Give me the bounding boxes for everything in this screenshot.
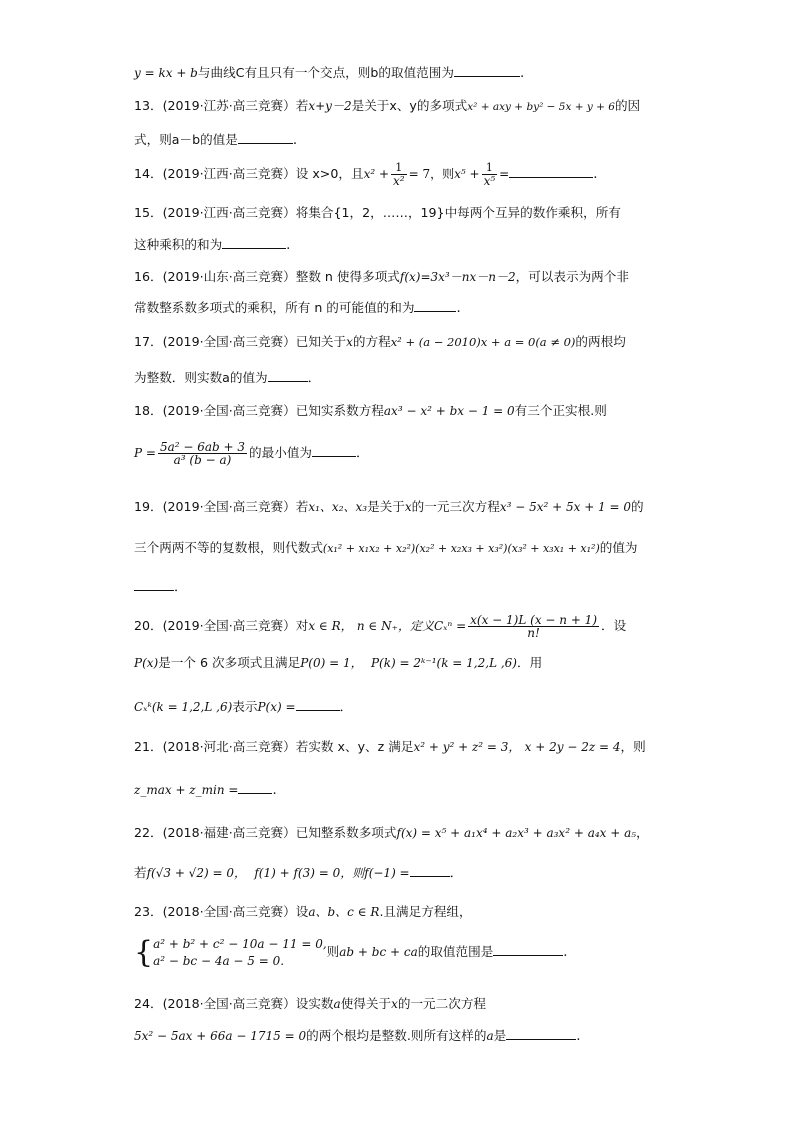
- problem-18-cont: P = $\frac{\text{5a² − 6ab + 3}}{\text{a³ (b − a)}}$ 的最小值为 ．: [134, 440, 370, 467]
- problem-16: 16．(2019·山东·高三竞赛）整数 n 使得多项式f(x)=3x³－nx－n－2，可以表示为两个非: [134, 269, 629, 284]
- problem-24-cont: 5x² − 5ax + 66a − 1715 = 0的两个根均是整数.则所有这样的a是 .: [134, 1025, 580, 1047]
- problem-18: 18．(2019·全国·高三竞赛）已知实系数方程ax³ − x² + bx − 1 = 0有三个正实根.则: [134, 403, 607, 418]
- answer-blank[interactable]: [312, 442, 356, 457]
- problem-23-system: { a² + b² + c² − 10a − 11 = 0, a² − bc − 4a − 5 = 0. 则ab + bc + ca的取值范围是 .: [134, 934, 568, 970]
- answer-blank[interactable]: [493, 941, 563, 956]
- answer-blank[interactable]: [222, 234, 286, 249]
- answer-blank[interactable]: [506, 1025, 576, 1040]
- problem-19-blank: ．: [134, 576, 187, 598]
- problem-15: 15．(2019·江西·高三竞赛）将集合{1，2，……，19}中每两个互异的数作乘积，所有: [134, 205, 621, 220]
- equation-system: a² + b² + c² − 10a − 11 = 0, a² − bc − 4a − 5 = 0.: [153, 936, 327, 968]
- answer-blank[interactable]: [296, 696, 340, 711]
- answer-blank[interactable]: [414, 297, 456, 312]
- left-brace: {: [134, 934, 154, 970]
- answer-blank[interactable]: [268, 367, 308, 382]
- problem-24: 24．(2018·全国·高三竞赛）设实数a使得关于x的一元二次方程: [134, 996, 486, 1011]
- problem-20-cont2: Cₓᵏ(k = 1,2,L ,6)表示P(x) = ．: [134, 696, 353, 718]
- answer-blank[interactable]: [509, 163, 593, 178]
- fraction: $\frac{1}{\text{x²}}$: [393, 161, 405, 188]
- answer-blank[interactable]: [454, 62, 520, 77]
- problem-13: 13．(2019·江苏·高三竞赛）若x+y－2是关于x、y的多项式x² + axy + by² − 5x + y + 6的因: [134, 98, 641, 113]
- problem-13-cont: 式，则a－b的值是 .: [134, 129, 297, 151]
- answer-blank[interactable]: [134, 576, 174, 591]
- fraction: $\frac{x(x - 1)L (x - n + 1)}{n!}$: [470, 613, 598, 640]
- problem-20: 20．(2019·全国·高三竞赛）对x ∈ R， n ∈ N₊，定义Cₓⁿ = $\frac{x(x - 1)L (x - n + 1)}{n!}$ ．设: [134, 613, 627, 640]
- problem-15-cont: 这种乘积的和为 .: [134, 234, 290, 256]
- answer-blank[interactable]: [238, 779, 272, 794]
- answer-blank[interactable]: [410, 862, 450, 877]
- problem-21-cont: z_max + z_min = .: [134, 779, 277, 801]
- answer-blank[interactable]: [238, 129, 293, 144]
- line-continuation: y = kx + b与曲线C有且只有一个交点，则b的取值范围为 .: [134, 62, 524, 84]
- problem-20-cont: P(x)是一个 6 次多项式且满足P(0) = 1， P(k) = 2ᵏ⁻¹(k = 1,2,L ,6)．用: [134, 655, 543, 670]
- problem-23: 23．(2018·全国·高三竞赛）设a、b、c ∈ R.且满足方程组，: [134, 904, 472, 919]
- problem-16-cont: 常数整系数多项式的乘积，所有 n 的可能值的和为 .: [134, 297, 461, 319]
- problem-17: 17．(2019·全国·高三竞赛）已知关于x的方程x² + (a − 2010)x + a = 0(a ≠ 0)的两根均: [134, 334, 626, 349]
- problem-19-cont: 三个两两不等的复数根，则代数式(x₁² + x₁x₂ + x₂²)(x₂² + x₂x₃ + x₃²)(x₃² + x₃x₁ + x₁²)的值为: [134, 540, 638, 555]
- problem-17-cont: 为整数．则实数a的值为 ．: [134, 367, 321, 389]
- problem-22-cont: 若f(√3 + √2) = 0， f(1) + f(3) = 0，则f(−1) = ．: [134, 862, 463, 884]
- problem-21: 21．(2018·河北·高三竞赛）若实数 x、y、z 满足x² + y² + z² = 3， x + 2y − 2z = 4，则: [134, 739, 646, 754]
- fraction: $\frac{1}{\text{x⁵}}$: [483, 161, 496, 188]
- problem-19: 19．(2019·全国·高三竞赛）若x₁、x₂、x₃是关于x的一元三次方程x³ − 5x² + 5x + 1 = 0的: [134, 499, 644, 514]
- problem-14: 14．(2019·江西·高三竞赛）设 x>0，且x² + $\frac{1}{\text{x²}}$ = 7，则x⁵ + $\frac{1}{\text{x⁵}}$ = .: [134, 161, 598, 188]
- problem-22: 22．(2018·福建·高三竞赛）已知整系数多项式f(x) = x⁵ + a₁x⁴ + a₂x³ + a₃x² + a₄x + a₅，: [134, 825, 649, 840]
- fraction: $\frac{\text{5a² − 6ab + 3}}{\text{a³ (b − a)}}$: [159, 440, 246, 467]
